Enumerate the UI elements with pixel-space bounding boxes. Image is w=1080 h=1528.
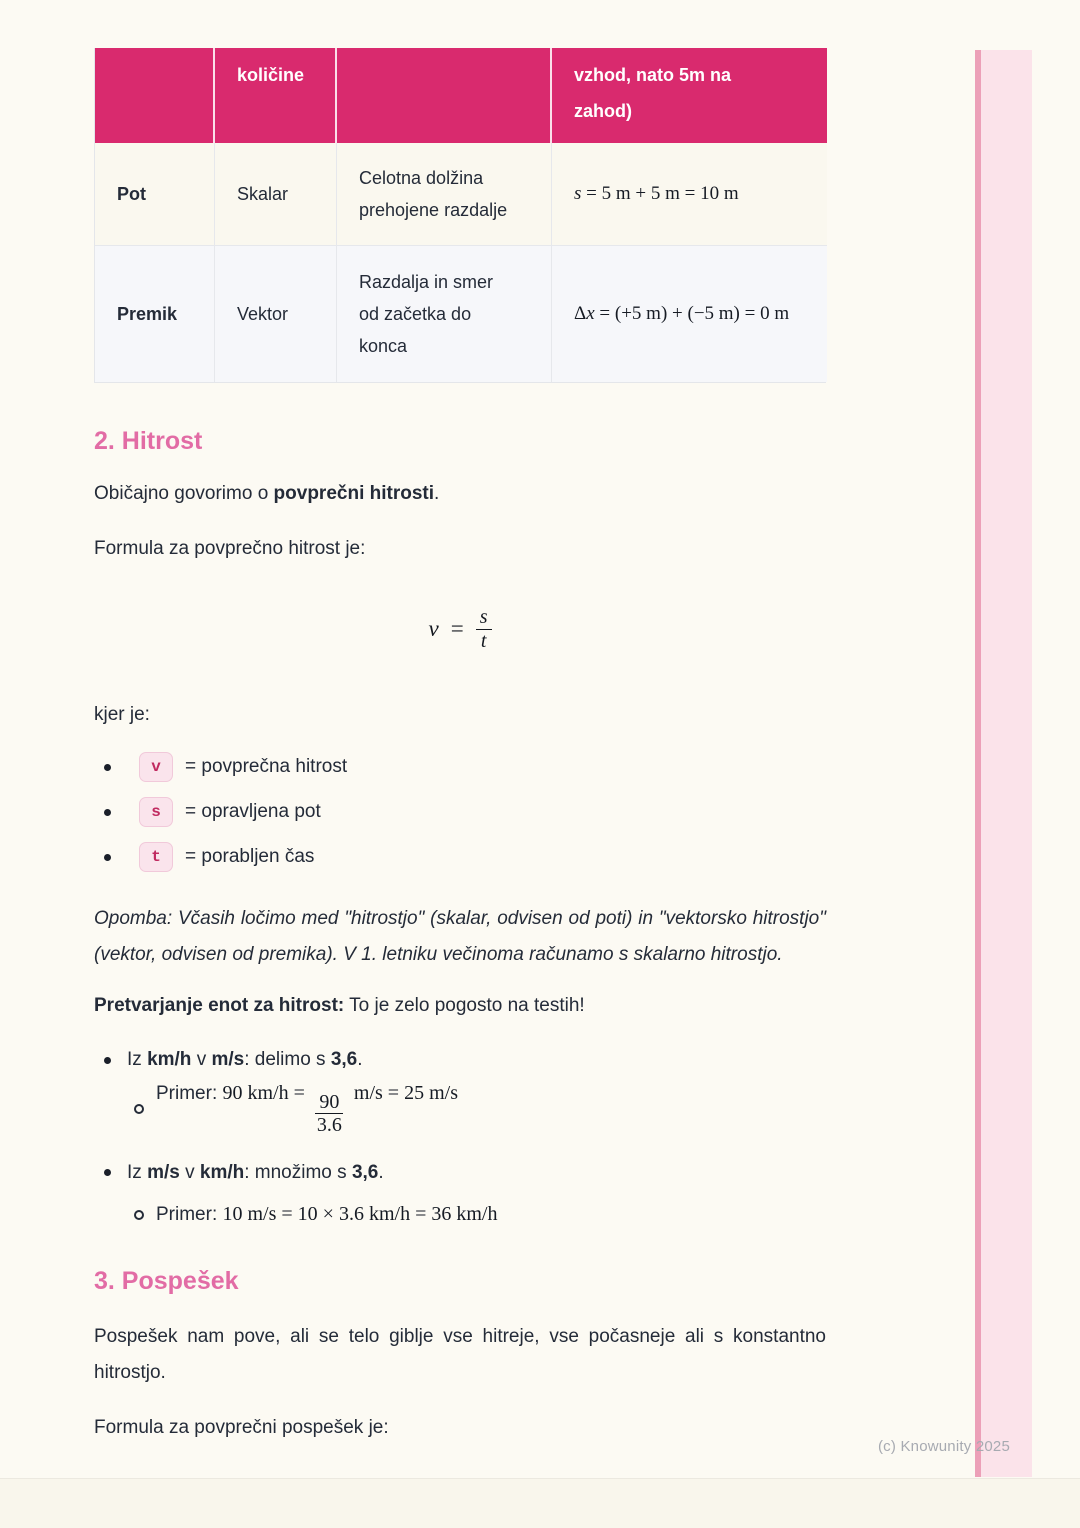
table-header-row	[95, 48, 825, 143]
pot-formula-text: s = 5 m + 5 m = 10 m	[574, 183, 739, 204]
table-cell-pot-kind: Skalar	[215, 143, 337, 246]
sublist-item-primer-10ms	[134, 1195, 826, 1235]
primer-90kmh-text: Primer: 90 km/h = $\frac{90}{3.6}$ m/s = 25 m/s	[156, 1082, 458, 1136]
formula-lhs: v	[428, 616, 439, 641]
variable-legend-list	[94, 752, 826, 872]
bullet-circle-icon	[134, 1104, 144, 1114]
paragraph-obicajno: Običajno govorimo o povprečni hitrosti.	[94, 483, 440, 504]
formula-equals-sign: =	[450, 616, 464, 641]
primer-10ms-text: Primer: 10 m/s = 10 × 3.6 km/h = 36 km/h	[156, 1203, 498, 1226]
paragraph-formula-label: Formula za povprečno hitrost je:	[94, 538, 366, 559]
bullet-dot-icon	[104, 764, 111, 771]
section-heading-hitrost: 2. Hitrost	[94, 427, 203, 455]
table-cell-pot-desc: Celotna dolžina prehojene razdalje	[337, 143, 552, 246]
formula-v-equals-s-over-t	[94, 598, 826, 660]
table-header-cell-kolicine: količine	[215, 48, 337, 143]
ms-to-kmh-text: Iz m/s v km/h: množimo s 3,6.	[127, 1161, 384, 1183]
table-cell-pot-name: Pot	[95, 143, 215, 246]
list-item-ms-to-kmh	[94, 1159, 826, 1187]
paragraph-pospesek-formula-label: Formula za povprečni pospešek je:	[94, 1416, 389, 1438]
paragraph-opomba: Opomba: Včasih ločimo med "hitrostjo" (skalar, odvisen od poti) in "vektorsko hitrostjo" (vektor, odvisen od premika). V 1. letniku večinoma računamo s skalarno hitrostjo.	[94, 908, 826, 965]
var-s-description: = opravljena pot	[185, 801, 321, 822]
table-header-cell-primer: vzhod, nato 5m na zahod)	[552, 48, 827, 143]
table-cell-premik-desc: Razdalja in smer od začetka do konca	[337, 246, 552, 382]
code-badge-s: s	[139, 797, 173, 827]
bullet-dot-icon	[104, 1057, 111, 1064]
bullet-dot-icon	[104, 1169, 111, 1176]
table-cell-premik-name: Premik	[95, 246, 215, 382]
conversion-list	[94, 1046, 826, 1235]
section-heading-pospesek: 3. Pospešek	[94, 1266, 239, 1295]
table-header-cell-empty-1	[95, 48, 215, 143]
var-v-description: = povprečna hitrost	[185, 756, 348, 777]
formula-numerator: s	[476, 606, 492, 630]
table-header-cell-empty-2	[337, 48, 552, 143]
paragraph-pospesek-intro: Pospešek nam pove, ali se telo giblje vse hitreje, vse počasneje ali s konstantno hitrostjo.	[94, 1325, 826, 1383]
table-row-premik	[95, 246, 825, 382]
formula-denominator: t	[480, 629, 487, 652]
pot-premik-table	[94, 48, 826, 383]
table-cell-premik-formula	[552, 246, 827, 382]
copyright-footer: (c) Knowunity 2025	[877, 1438, 1010, 1455]
premik-formula-text: Δx = (+5 m) + (−5 m) = 0 m	[574, 303, 790, 324]
table-cell-pot-formula	[552, 143, 827, 246]
kmh-to-ms-text: Iz km/h v m/s: delimo s 3,6.	[127, 1049, 363, 1070]
bullet-dot-icon	[104, 809, 111, 816]
decorative-right-stripe	[975, 50, 1032, 1477]
paragraph-pretvarjanje: Pretvarjanje enot za hitrost: To je zelo pogosto na testih!	[94, 995, 585, 1016]
list-item-var-t	[94, 842, 826, 872]
code-badge-t: t	[139, 842, 173, 872]
list-item-var-v	[94, 752, 826, 782]
document-content	[94, 0, 826, 1441]
bullet-circle-icon	[134, 1210, 144, 1220]
paragraph-kjer-je: kjer je:	[94, 704, 150, 725]
formula-fraction	[476, 606, 492, 653]
code-badge-v: v	[139, 752, 173, 782]
sublist-item-primer-90kmh	[134, 1082, 826, 1136]
list-item-var-s	[94, 797, 826, 827]
page-bottom-edge	[0, 1478, 1080, 1528]
table-row-pot	[95, 143, 825, 246]
table-cell-premik-kind: Vektor	[215, 246, 337, 382]
var-t-description: = porabljen čas	[185, 846, 315, 867]
bullet-dot-icon	[104, 854, 111, 861]
list-item-kmh-to-ms	[94, 1046, 826, 1074]
